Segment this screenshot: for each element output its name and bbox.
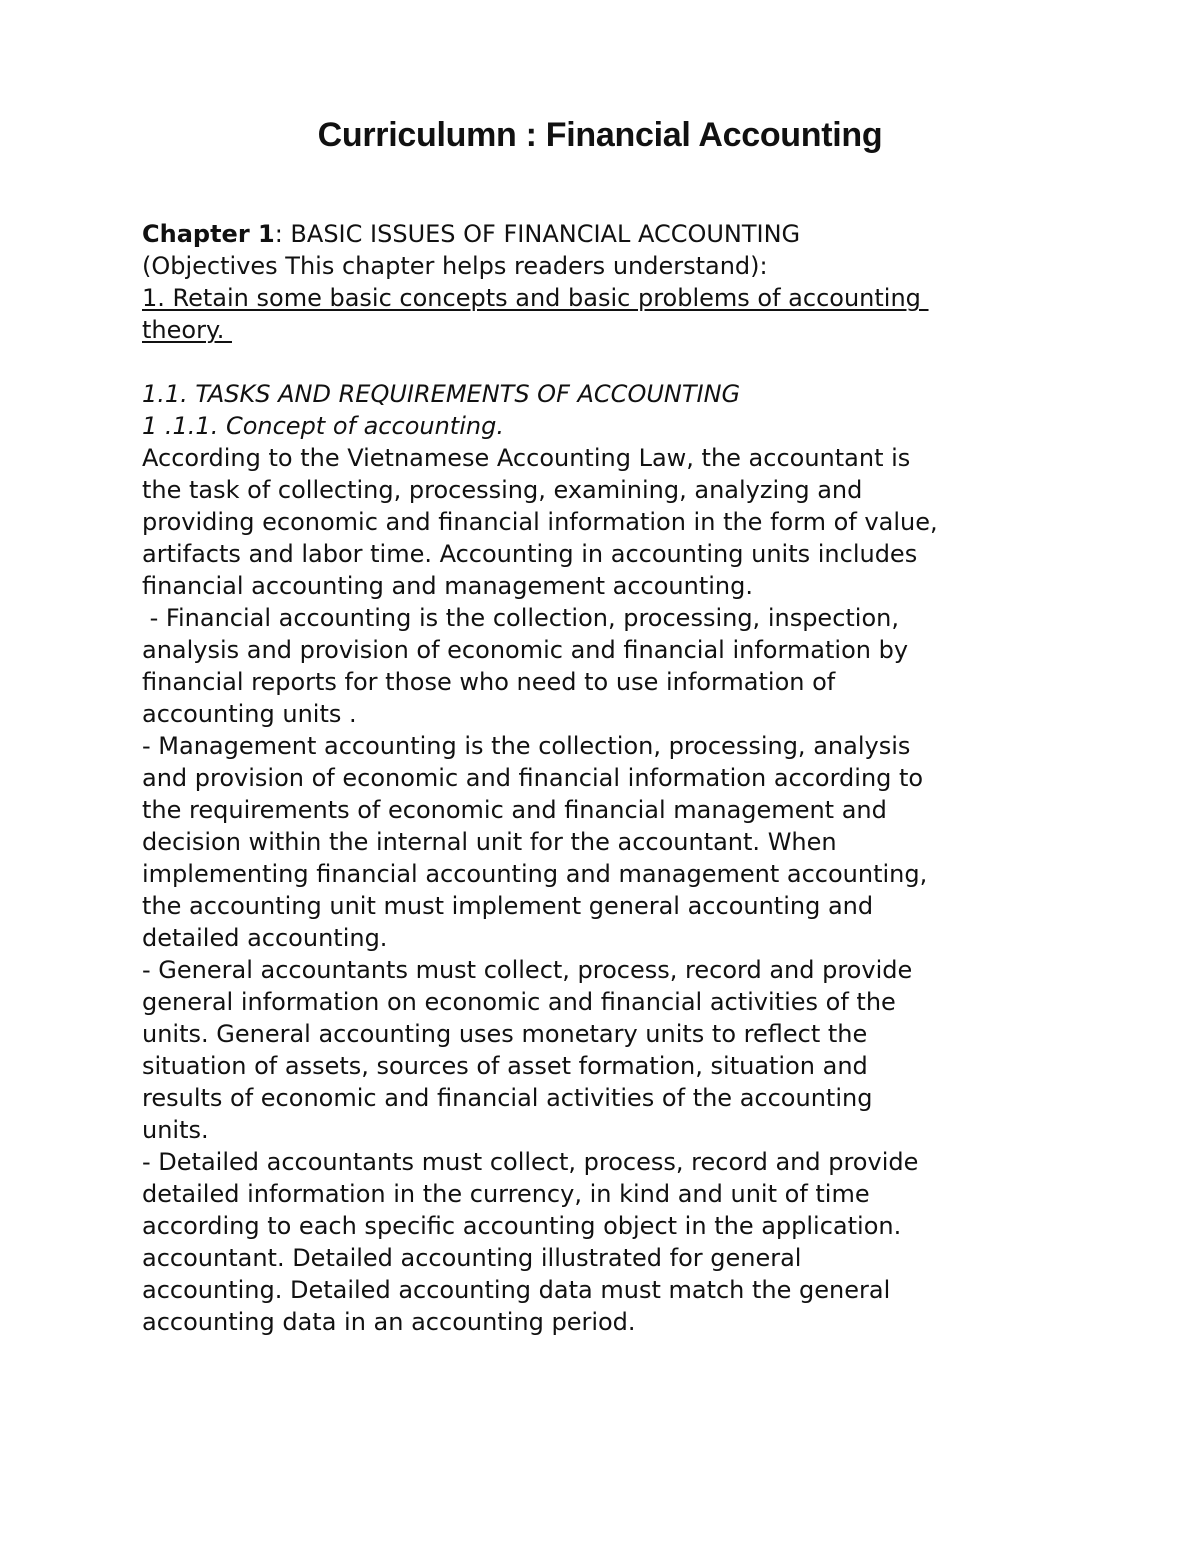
paragraph-line: financial accounting and management accounting. bbox=[142, 572, 754, 600]
chapter-title: : BASIC ISSUES OF FINANCIAL ACCOUNTING bbox=[274, 220, 801, 248]
objective-1-line-1: 1. Retain some basic concepts and basic problems of accounting bbox=[142, 284, 929, 312]
paragraph-line: general information on economic and financial activities of the bbox=[142, 988, 896, 1016]
paragraph-line: financial reports for those who need to use information of bbox=[142, 668, 836, 696]
paragraph-line: accounting data in an accounting period. bbox=[142, 1308, 636, 1336]
paragraph-line: artifacts and labor time. Accounting in accounting units includes bbox=[142, 540, 918, 568]
paragraph-line: situation of assets, sources of asset formation, situation and bbox=[142, 1052, 868, 1080]
paragraph-line: units. bbox=[142, 1116, 209, 1144]
paragraph-line: providing economic and financial information in the form of value, bbox=[142, 508, 938, 536]
paragraph-line: analysis and provision of economic and financial information by bbox=[142, 636, 909, 664]
paragraph-line: units. General accounting uses monetary units to reflect the bbox=[142, 1020, 868, 1048]
paragraph-line: according to each specific accounting object in the application. bbox=[142, 1212, 902, 1240]
paragraph-line: implementing financial accounting and management accounting, bbox=[142, 860, 928, 888]
paragraph-line: - General accountants must collect, process, record and provide bbox=[142, 956, 913, 984]
paragraph-line: and provision of economic and financial information according to bbox=[142, 764, 924, 792]
paragraph-line: detailed accounting. bbox=[142, 924, 388, 952]
blank-line bbox=[142, 346, 1072, 378]
chapter-label: Chapter 1 bbox=[142, 220, 275, 248]
section-heading: 1.1. TASKS AND REQUIREMENTS OF ACCOUNTING bbox=[142, 380, 741, 408]
document-title: Curriculumn : Financial Accounting bbox=[317, 116, 883, 154]
paragraph-line: - Financial accounting is the collection, processing, inspection, bbox=[142, 604, 899, 632]
paragraph-line: accounting. Detailed accounting data must match the general bbox=[142, 1276, 891, 1304]
chapter-heading bbox=[142, 218, 1072, 250]
subsection-heading: 1 .1.1. Concept of accounting. bbox=[142, 412, 504, 440]
objective-1-line-2: theory. bbox=[142, 316, 232, 344]
paragraph-line: decision within the internal unit for the accountant. When bbox=[142, 828, 837, 856]
body-paragraph bbox=[142, 442, 1072, 1338]
paragraph-line: detailed information in the currency, in kind and unit of time bbox=[142, 1180, 870, 1208]
paragraph-line: the accounting unit must implement general accounting and bbox=[142, 892, 874, 920]
paragraph-line: According to the Vietnamese Accounting Law, the accountant is bbox=[142, 444, 911, 472]
objectives-intro: (Objectives This chapter helps readers understand): bbox=[142, 252, 768, 280]
paragraph-line: results of economic and financial activities of the accounting bbox=[142, 1084, 873, 1112]
paragraph-line: accountant. Detailed accounting illustrated for general bbox=[142, 1244, 802, 1272]
paragraph-line: the requirements of economic and financial management and bbox=[142, 796, 887, 824]
paragraph-line: accounting units . bbox=[142, 700, 357, 728]
paragraph-line: the task of collecting, processing, examining, analyzing and bbox=[142, 476, 863, 504]
paragraph-line: - Detailed accountants must collect, process, record and provide bbox=[142, 1148, 919, 1176]
document-body bbox=[142, 218, 1072, 1338]
paragraph-line: - Management accounting is the collection, processing, analysis bbox=[142, 732, 911, 760]
